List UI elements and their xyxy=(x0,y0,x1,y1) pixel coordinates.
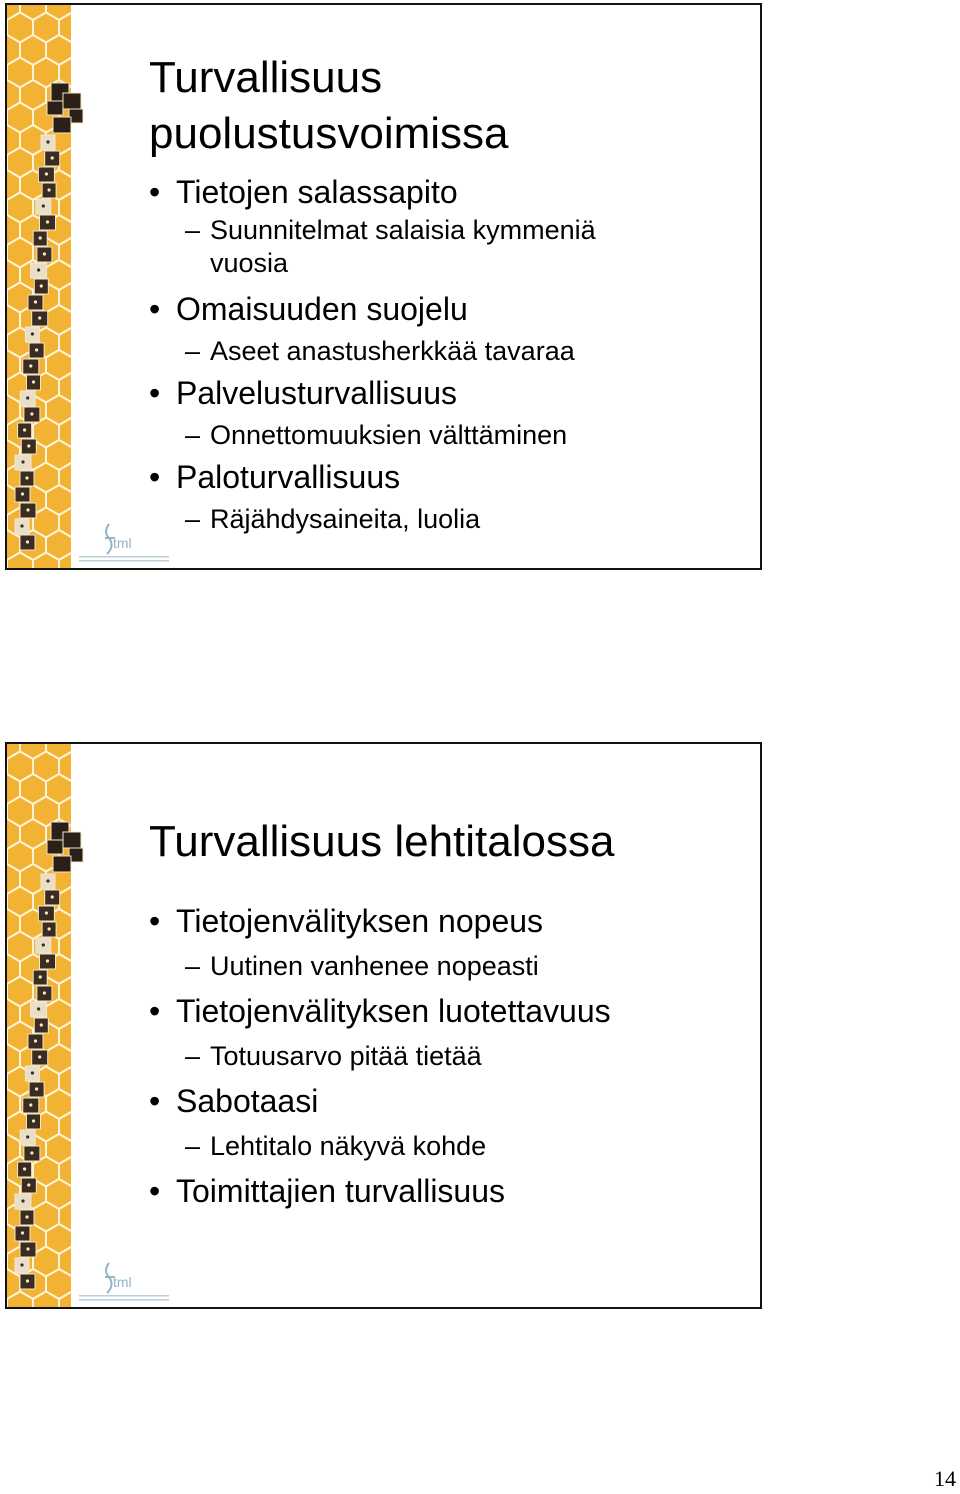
logo-tagline xyxy=(79,560,169,562)
tml-logo xyxy=(75,1259,175,1305)
sub-bullet-item: – Onnettomuuksien välttäminen xyxy=(149,418,750,452)
dice-pip xyxy=(42,204,45,207)
bullet-item: • Tietojenvälityksen nopeus xyxy=(149,898,750,944)
dice-pip xyxy=(51,895,54,898)
dice-pip xyxy=(39,975,42,978)
dice-pip xyxy=(37,1007,40,1010)
dice-pip xyxy=(21,460,24,463)
dice-pip xyxy=(37,268,40,271)
dice-pip xyxy=(31,1071,34,1074)
slide-1 xyxy=(5,3,762,570)
dice-pip xyxy=(51,156,54,159)
dice-pip xyxy=(27,444,30,447)
dice-tower-icon xyxy=(7,5,102,568)
dice-pip xyxy=(26,1279,29,1282)
sub-bullet-item: – Räjähdysaineita, luolia xyxy=(149,502,750,536)
dice-pip xyxy=(38,1055,41,1058)
bullet-item: • Omaisuuden suojelu xyxy=(149,284,750,334)
dice-pip xyxy=(27,1183,30,1186)
dice-pip xyxy=(23,428,26,431)
logo-tagline xyxy=(79,1299,169,1301)
dice-pip xyxy=(21,1199,24,1202)
dice-pip xyxy=(40,284,43,287)
dice-block xyxy=(53,117,71,133)
dice-block xyxy=(47,840,63,854)
sub-bullet-item: – Aseet anastusherkkää tavaraa xyxy=(149,334,750,368)
dice-pip xyxy=(48,927,51,930)
dice-pip xyxy=(30,1151,33,1154)
sub-bullet-item: – Totuusarvo pitää tietää xyxy=(149,1034,750,1078)
sub-bullet-item: – Uutinen vanhenee nopeasti xyxy=(149,944,750,988)
dice-pip xyxy=(23,1167,26,1170)
logo-tagline xyxy=(79,1295,169,1297)
bullet-item: • Tietojen salassapito xyxy=(149,170,750,214)
logo-text: tml xyxy=(113,535,132,551)
slide-2 xyxy=(5,742,762,1309)
dice-pip xyxy=(46,959,49,962)
page-number: 14 xyxy=(934,1466,956,1491)
dice-pip xyxy=(26,1247,29,1250)
bullet-item: • Tietojenvälityksen luotettavuus xyxy=(149,988,750,1034)
dice-block xyxy=(53,856,71,872)
dice-block xyxy=(47,101,63,115)
dice-pip xyxy=(43,252,46,255)
dice-pip xyxy=(21,492,24,495)
dice-pip xyxy=(29,1103,32,1106)
dice-pip xyxy=(32,380,35,383)
dice-pip xyxy=(26,508,29,511)
dice-pip xyxy=(30,412,33,415)
bullet-list xyxy=(149,170,750,536)
dice-pip xyxy=(35,1087,38,1090)
dice-pip xyxy=(45,911,48,914)
slide-title: Turvallisuus puolustusvoimissa xyxy=(149,53,509,158)
slide-title: Turvallisuus lehtitalossa xyxy=(149,817,615,866)
dice-pip xyxy=(39,236,42,239)
dice-pip xyxy=(31,332,34,335)
dice-pip xyxy=(38,316,41,319)
bullet-item: • Sabotaasi xyxy=(149,1078,750,1124)
dice-block xyxy=(63,93,81,109)
dice-pip xyxy=(26,1135,29,1138)
dice-tower-icon xyxy=(7,744,102,1307)
dice-pip xyxy=(43,991,46,994)
dice-pip xyxy=(35,348,38,351)
dice-pip xyxy=(20,1263,23,1266)
logo-tagline xyxy=(79,556,169,558)
dice-pip xyxy=(42,943,45,946)
bullet-item: • Toimittajien turvallisuus xyxy=(149,1168,750,1214)
dice-pip xyxy=(46,879,49,882)
dice-pip xyxy=(45,172,48,175)
dice-pip xyxy=(26,396,29,399)
dice-pip xyxy=(25,476,28,479)
dice-pip xyxy=(46,220,49,223)
dice-pip xyxy=(48,188,51,191)
dice-pip xyxy=(29,364,32,367)
dice-pip xyxy=(26,540,29,543)
dice-pip xyxy=(34,300,37,303)
dice-pip xyxy=(40,1023,43,1026)
dice-pip xyxy=(21,1231,24,1234)
sub-bullet-item: – Lehtitalo näkyvä kohde xyxy=(149,1124,750,1168)
dice-pip xyxy=(34,1039,37,1042)
dice-pip xyxy=(20,524,23,527)
logo-text: tml xyxy=(113,1274,132,1290)
dice-block xyxy=(63,832,81,848)
sub-bullet-item: – Suunnitelmat salaisia kymmeniä vuosia xyxy=(149,214,650,280)
bullet-list xyxy=(149,898,750,1214)
bullet-item: • Paloturvallisuus xyxy=(149,452,750,502)
dice-pip xyxy=(32,1119,35,1122)
dice-pip xyxy=(25,1215,28,1218)
bullet-item: • Palvelusturvallisuus xyxy=(149,368,750,418)
dice-pip xyxy=(46,140,49,143)
